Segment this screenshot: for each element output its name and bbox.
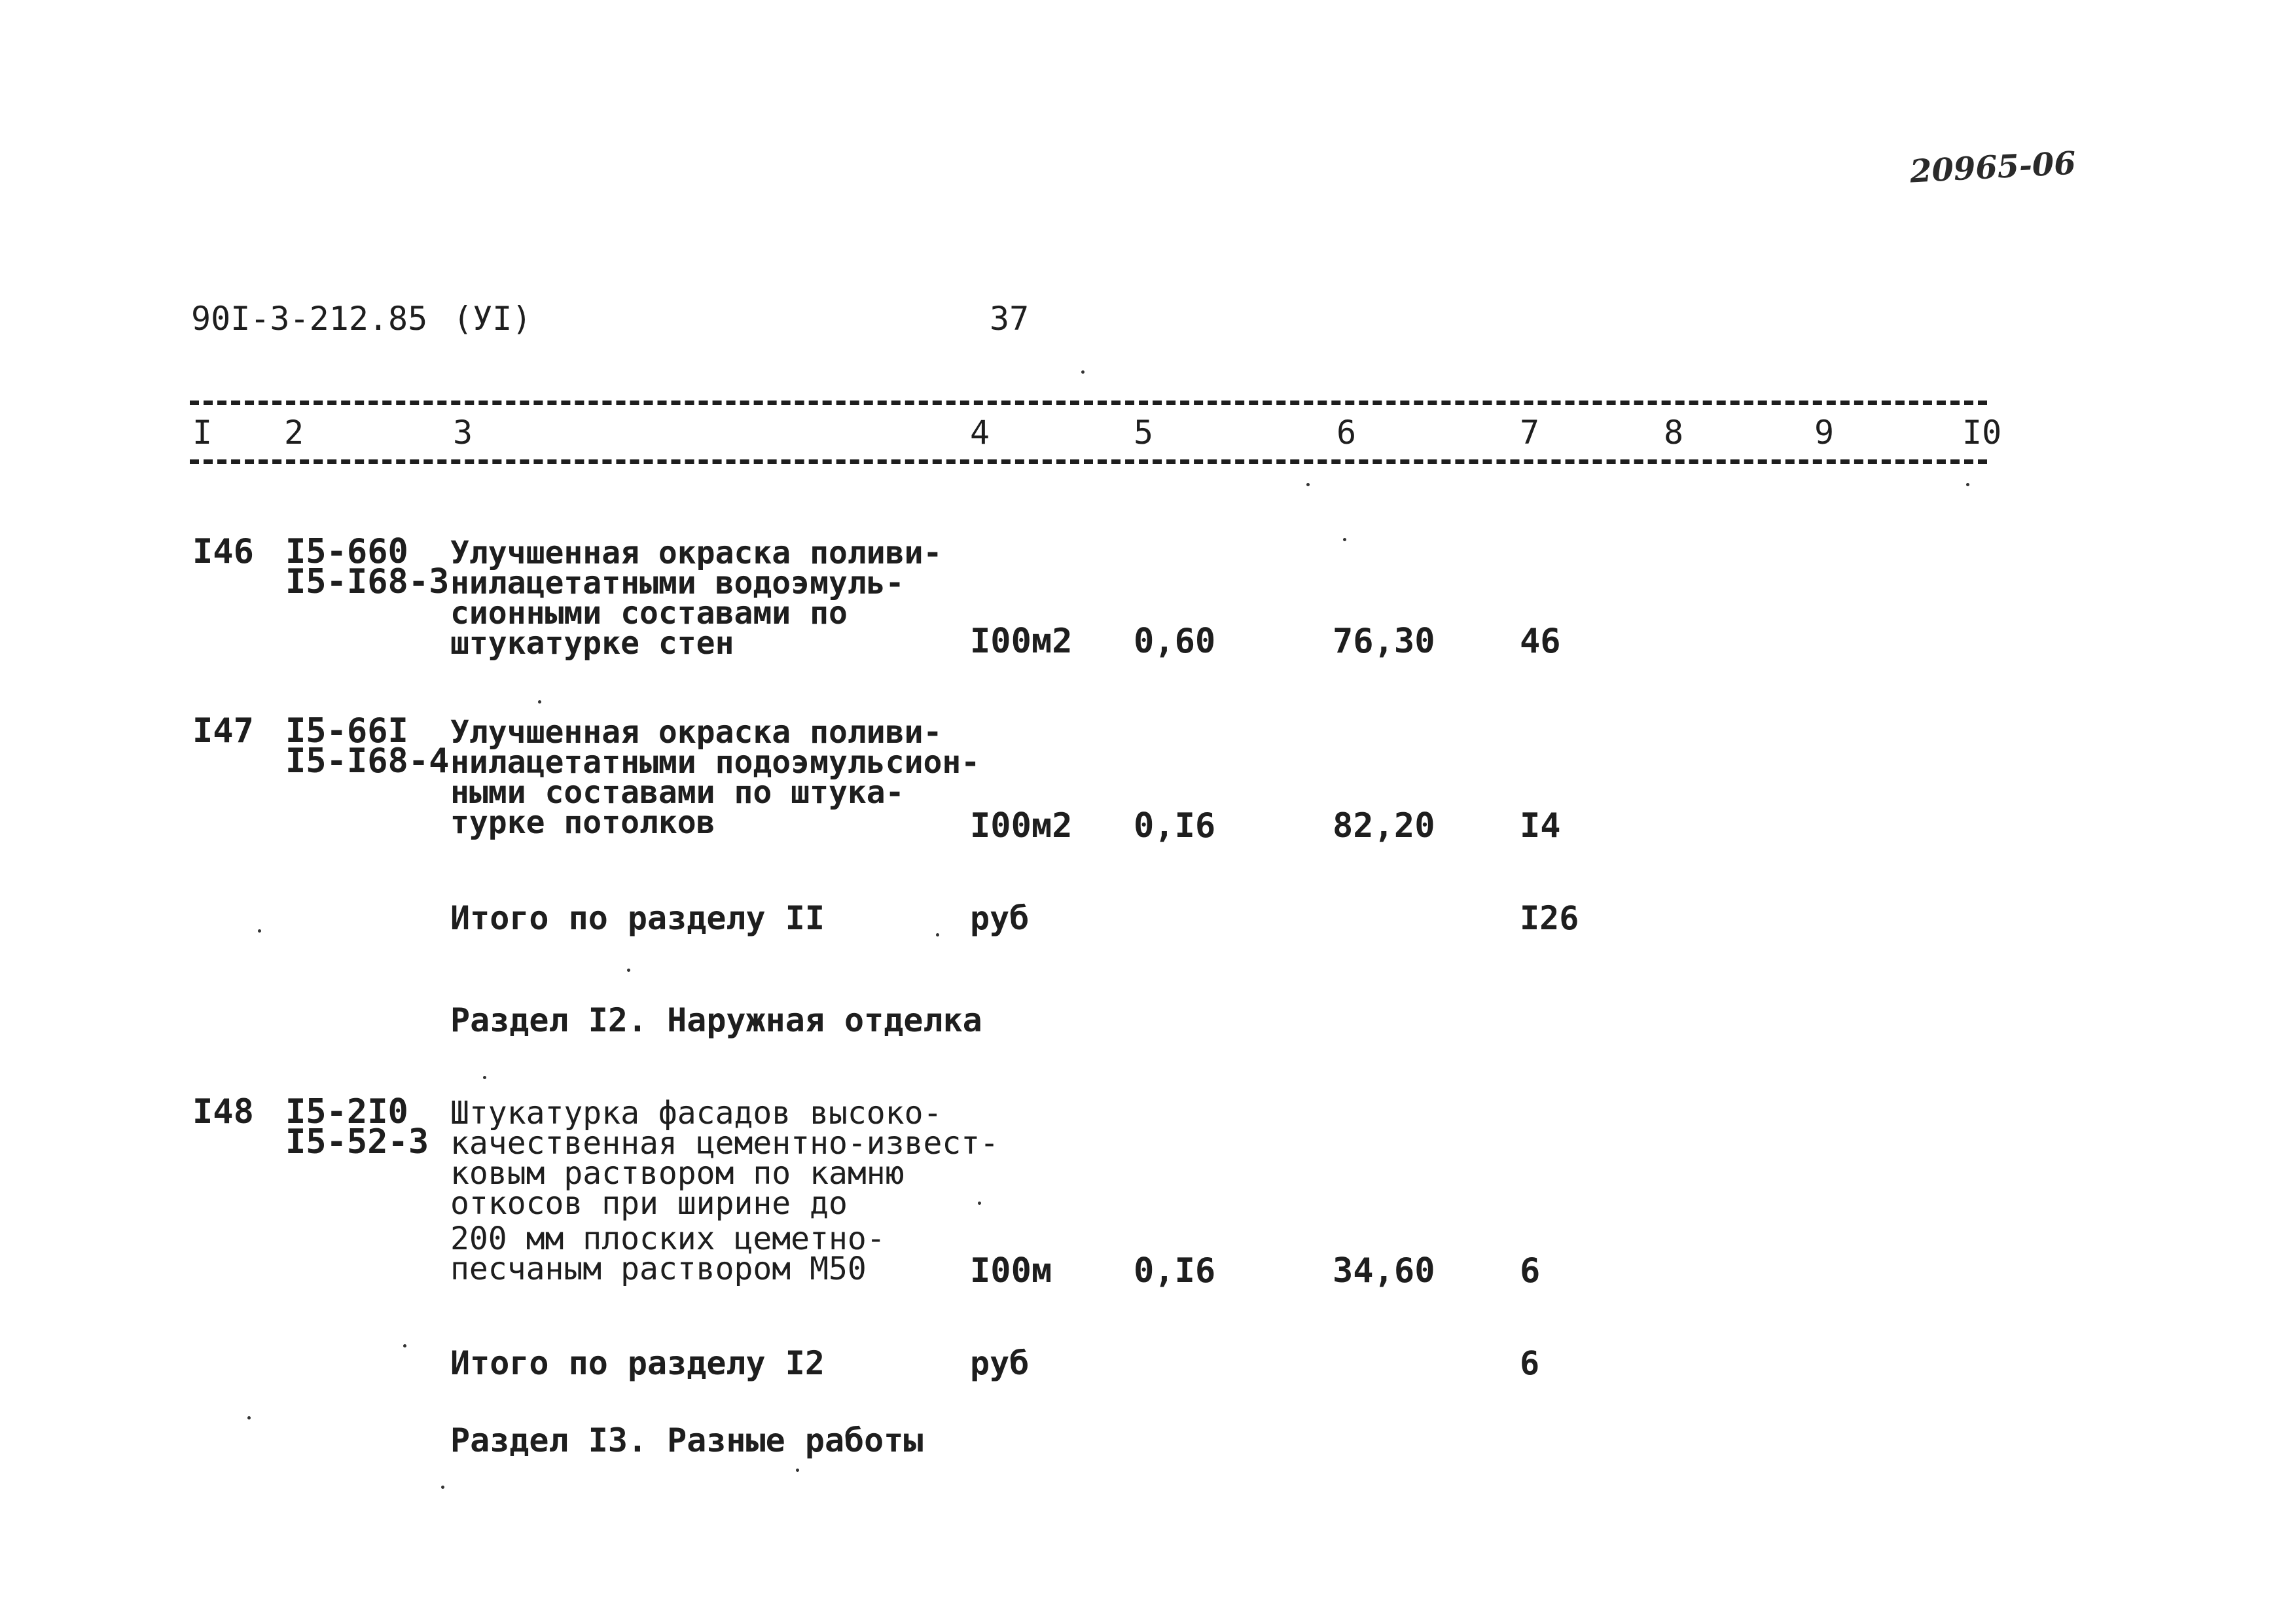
subtotal-unit: руб xyxy=(970,899,1030,937)
row-number: I46 xyxy=(192,532,254,571)
scan-speck xyxy=(936,933,939,936)
column-header-5: 5 xyxy=(1134,414,1154,452)
header-rule-top xyxy=(190,401,1987,405)
column-header-8: 8 xyxy=(1664,414,1684,452)
row-quantity: 0,I6 xyxy=(1134,806,1216,846)
row-description-line: ковым раствором по камню xyxy=(450,1155,905,1192)
row-description-line: нилацетатными водоэмуль- xyxy=(450,565,905,601)
row-description-line: качественная цементно-извест- xyxy=(450,1125,999,1162)
header-rule-bottom xyxy=(190,459,1987,464)
scan-speck xyxy=(247,1416,251,1419)
column-header-1: I xyxy=(192,414,213,452)
row-price: 76,30 xyxy=(1333,622,1435,661)
document-stamp: 20965-06 xyxy=(1909,145,2077,190)
subtotal-total: 6 xyxy=(1520,1344,1540,1382)
row-unit: I00м xyxy=(970,1251,1052,1291)
scan-speck xyxy=(627,969,630,972)
column-header-6: 6 xyxy=(1336,414,1357,452)
row-code: I5-2I0 xyxy=(285,1092,408,1132)
row-number: I48 xyxy=(192,1092,254,1132)
subtotal-total: I26 xyxy=(1520,899,1579,937)
column-header-2: 2 xyxy=(284,414,304,452)
row-price: 82,20 xyxy=(1333,806,1435,846)
row-code: I5-52-3 xyxy=(285,1122,429,1162)
scan-speck xyxy=(978,1202,981,1205)
row-price: 34,60 xyxy=(1333,1251,1435,1291)
row-description-line: 200 мм плоских цеметно- xyxy=(450,1221,886,1257)
section-title: Раздел I2. Наружная отделка xyxy=(450,1001,982,1039)
column-header-3: 3 xyxy=(453,414,473,452)
subtotal-label: Итого по разделу II xyxy=(450,899,825,937)
scan-speck xyxy=(538,700,541,704)
row-description-line: Улучшенная окраска поливи- xyxy=(450,714,942,751)
row-total: 6 xyxy=(1520,1251,1541,1291)
row-description-line: турке потолков xyxy=(450,804,715,841)
row-description-line: штукатурке стен xyxy=(450,625,734,662)
column-header-9: 9 xyxy=(1814,414,1835,452)
scan-speck xyxy=(1966,483,1969,486)
subtotal-unit: руб xyxy=(970,1344,1030,1382)
row-description-line: ными составами по штука- xyxy=(450,774,905,811)
row-description-line: сионными составами по xyxy=(450,595,848,632)
document-code: 90I-3-212.85 xyxy=(191,300,428,338)
row-description-line: Штукатурка фасадов высоко- xyxy=(450,1095,942,1132)
row-description-line: песчаным раствором М50 xyxy=(450,1251,867,1287)
row-unit: I00м2 xyxy=(970,622,1073,661)
row-code: I5-66I xyxy=(285,711,408,751)
column-header-4: 4 xyxy=(970,414,990,452)
row-description-line: Улучшенная окраска поливи- xyxy=(450,535,942,571)
row-description-line: нилацетатными подоэмульсион- xyxy=(450,744,980,781)
row-number: I47 xyxy=(192,711,254,751)
row-description-line: откосов при ширине до xyxy=(450,1185,848,1222)
scan-speck xyxy=(796,1469,799,1472)
row-unit: I00м2 xyxy=(970,806,1073,846)
row-total: 46 xyxy=(1520,622,1561,661)
row-code: I5-I68-4 xyxy=(285,741,450,781)
scan-speck xyxy=(441,1486,444,1489)
column-header-10: I0 xyxy=(1962,414,2002,452)
row-quantity: 0,60 xyxy=(1134,622,1216,661)
scan-speck xyxy=(1343,538,1346,541)
column-header-7: 7 xyxy=(1520,414,1540,452)
row-code: I5-I68-3 xyxy=(285,562,450,601)
document-part: (УI) xyxy=(453,300,532,338)
row-quantity: 0,I6 xyxy=(1134,1251,1216,1291)
section-title: Раздел I3. Разные работы xyxy=(450,1421,924,1459)
subtotal-label: Итого по разделу I2 xyxy=(450,1344,825,1382)
scan-speck xyxy=(1306,483,1310,486)
page-number: 37 xyxy=(990,300,1030,338)
scan-speck xyxy=(258,929,261,933)
row-code: I5-660 xyxy=(285,532,408,571)
scan-speck xyxy=(403,1344,406,1347)
scan-speck xyxy=(483,1076,486,1079)
row-total: I4 xyxy=(1520,806,1561,846)
scan-speck xyxy=(1081,370,1085,374)
